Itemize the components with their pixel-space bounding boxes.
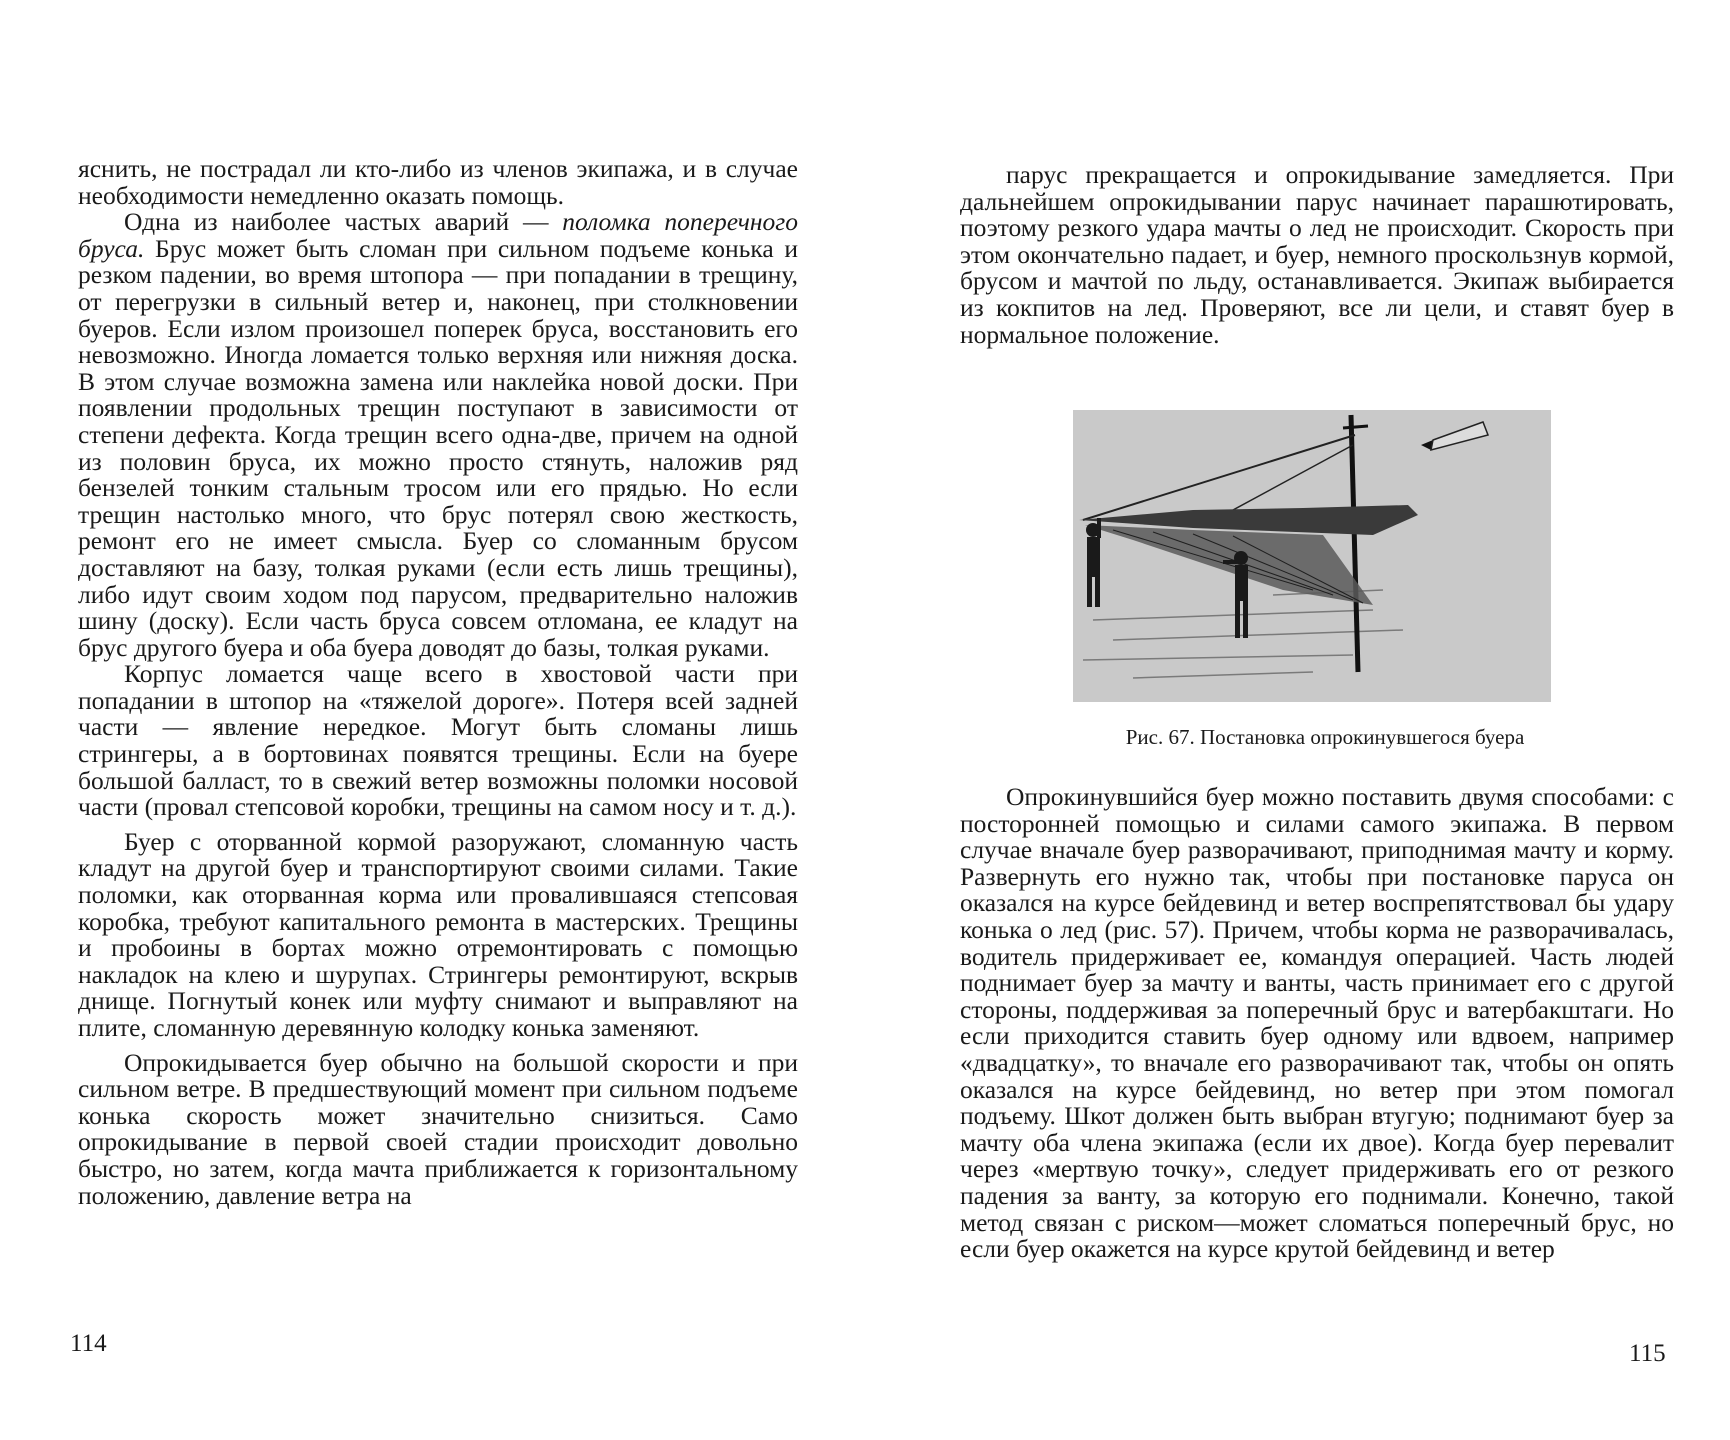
left-paragraph-4: Буер с оторванной кормой разоружают, сломанную часть кладут на другой буер и транспортируют своими силами. Такие поломки, как оторванная корма или провалившаяся степсовая коробка, требуют капитального ремонта в мастерских. Трещины и пробоины в бортах можно отремонтировать с помощью накладок на клею и шурупах. Стрингеры ремонтируют, вскрыв днище. Погнутый конек или муфту снимают и выправляют на плите, сломанную деревянную колодку конька заменяют. (78, 826, 798, 1042)
left-text-column (78, 156, 798, 1209)
left-paragraph-2-emphasis: поломка поперечного бруса. (78, 207, 798, 263)
left-paragraph-5: Опрокидывается буер обычно на большой скорости и при сильном ветре. В предшествующий момент при сильном подъеме конька скорость может значительно снизиться. Само опрокидывание в первой своей стадии происходит довольно быстро, но затем, когда мачта приближается к горизонтальному положению, давление ветра на (78, 1047, 798, 1210)
left-paragraph-2-rest: Брус может быть сломан при сильном подъеме конька и резком падении, во время штопора — при попадании в трещину, от перегрузки в сильный ветер и, наконец, при столкновении буеров. Если излом произошел поперек бруса, восстановить его невозможно. Иногда ломается только верхняя или нижняя доска. В этом случае возможна замена или наклейка новой доски. При появлении продольных трещин поступают в зависимости от степени дефекта. Когда трещин всего одна-две, причем на одной из половин бруса, их можно просто стянуть, наложив ряд бензелей тонким стальным тросом или его прядью. Но если трещин настолько много, что брус потерял свою жесткость, ремонт его не имеет смысла. Буер со сломанным брусом доставляют на базу, толкая руками (если есть лишь трещины), либо идут своим ходом под парусом, предварительно наложив шину (доску). Если часть бруса совсем отломана, ее кладут на брус другого буера и оба буера доводят до базы, толкая руками. (78, 233, 798, 662)
left-paragraph-2 (78, 209, 798, 661)
right-text-column-top (960, 162, 1674, 348)
right-paragraph-2: Опрокинувшийся буер можно поставить двумя способами: с посторонней помощью и силами самого экипажа. В первом случае вначале буер разворачивают, приподнимая мачту и корму. Развернуть его нужно так, чтобы при постановке паруса он оказался на курсе бейдевинд и ветер воспрепятствовал бы удару конька о лед (рис. 57). Причем, чтобы корма не разворачивалась, водитель придерживает ее, командуя операцией. Часть людей поднимает буер за мачту и ванты, часть принимает его с другой стороны, поддерживая за поперечный брус и ватербакштаги. Но если приходится ставить буер одному или вдвоем, например «двадцатку», то вначале его разворачивают так, чтобы он опять оказался на курсе бейдевинд, но ветер при этом помогал подъему. Шкот должен быть выбран втугую; поднимают буер за мачту оба члена экипажа (если их двое). Когда буер перевалит через «мертвую точку», следует придерживать его от резкого падения за ванту, за которую его поднимали. Конечно, такой метод связан с риском—может сломаться поперечный брус, но если буер окажется на курсе крутой бейдевинд и ветер (960, 782, 1674, 1264)
figure-iceboat-illustration (1073, 410, 1551, 702)
figure-caption: Рис. 67. Постановка опрокинувшегося буера (1125, 725, 1525, 749)
left-page-number: 114 (70, 1330, 107, 1357)
right-text-column-bottom (960, 784, 1674, 1263)
left-paragraph-1: яснить, не пострадал ли кто-либо из членов экипажа, и в случае необходимости немедленно оказать помощь. (78, 154, 798, 210)
left-paragraph-2-start: Одна из наиболее частых аварий — (124, 207, 563, 237)
right-page-number: 115 (1629, 1340, 1666, 1367)
right-page (865, 0, 1730, 1440)
left-paragraph-3: Корпус ломается чаще всего в хвостовой части при попадании в штопор на «тяжелой дороге». Потеря всей задней части — явление нередкое. Могут быть сломаны лишь стрингеры, а в бортовинах появятся трещины. Если на буере большой балласт, то в свежий ветер возможны поломки носовой части (провал степсовой коробки, трещины на самом носу и т. д.). (78, 659, 798, 822)
right-paragraph-1: парус прекращается и опрокидывание замедляется. При дальнейшем опрокидывании парус начинает парашютировать, поэтому резкого удара мачты о лед не происходит. Скорость при этом окончательно падает, и буер, немного проскользнув кормой, брусом и мачтой по льду, останавливается. Экипаж выбирается из кокпитов на лед. Проверяют, все ли цели, и ставят буер в нормальное положение. (960, 160, 1674, 349)
